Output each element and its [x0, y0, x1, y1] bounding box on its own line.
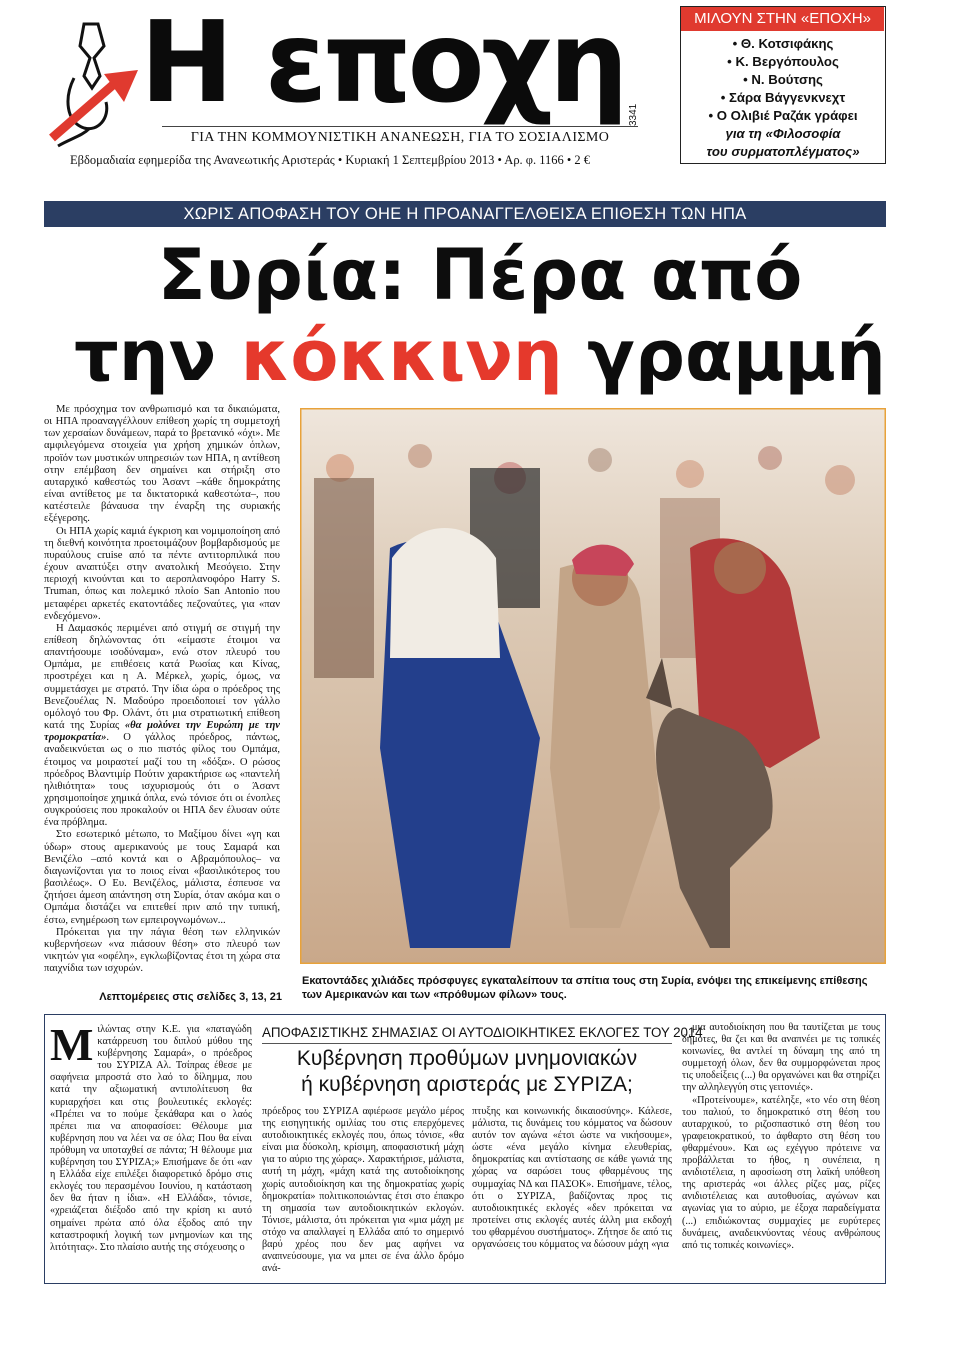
lead-paragraph-quote: «θα μολύνει την Ευρώπη με την τρομοκρατία» [44, 720, 280, 744]
lead-article-body [44, 404, 280, 978]
bottom-article-column-1 [50, 1024, 252, 1280]
headline-red-word: κόκκινη [240, 315, 563, 397]
interview-item-tail: του συρματοπλέγματος» [706, 144, 860, 159]
lead-paragraph-text: Η Δαμασκός περιμένει από στιγμή σε στιγμή την επίθεση δηλώνοντας ότι «είμαστε έτοιμοι να απαντήσουμε ισοδύναμα», ενώ στον πλευρό του Ομπάμα, με επιθέσεις κατά Ρωσίας και Κίνας, προστρέχει και η Α. Μέρκελ, χωρίς, όμως, να συμμετάσχει με στρατό. Την ίδια ώρα ο πρόεδρος της Βενεζουέλας Ν. Μαδούρο προειδοποιεί τον γάλλο ομόλογό του Φρ. Ολάντ, ότι μια στρατιωτική επίθεση κατά της Συρίας [44, 622, 280, 732]
lead-paragraph [44, 623, 280, 830]
interview-box-heading: ΜΙΛΟΥΝ ΣΤΗΝ «ΕΠΟΧΗ» [681, 7, 884, 31]
lead-paragraph: Οι ΗΠΑ χωρίς καμιά έγκριση και νομιμοποίηση από τη διεθνή κοινότητα προετοιμάζουν βομβαρδισμούς με πυραύλους cruise από τα πέντε αντιτορπιλικά που έχουν αναπτύξει στην ανατολική Μεσόγειο. Στην περιοχή κινούνται και το αεροπλανοφόρο Harry S. Truman, όπως και πολεμικό πλοίο San Antonio που μεταφέρει αρκετές εκατοντάδες πεζοναύτες, για «παν ενδεχόμενο». [44, 525, 280, 622]
bottom-article-column-3 [472, 1106, 672, 1276]
kicker-rule [262, 1043, 672, 1044]
interview-box [680, 6, 886, 164]
bottom-article-headline [262, 1046, 672, 1098]
bottom-headline-line: Κυβέρνηση προθύμων μνημονιακών [296, 1047, 638, 1070]
headline-word: γραμμή [562, 315, 886, 397]
bottom-headline-line: ή κυβέρνηση αριστεράς με ΣΥΡΙΖΑ; [301, 1073, 633, 1096]
lead-paragraph: Πρόκειται για την πάγια θέση των ελληνικών κυβερνήσεων «να πιάσουν θέση» στο πλευρό των νικητών για «οφέλη», εγκλωβίζοντας έτσι τη χώρα στα παιχνίδια των ισχυρών. [44, 926, 280, 975]
bottom-article-column-2 [262, 1106, 464, 1276]
lead-headline-line-1: Συρία: Πέρα από [157, 234, 803, 316]
interview-item-tail: για τη «Φιλοσοφία [725, 126, 841, 141]
lead-paragraph: Στο εσωτερικό μέτωπο, το Μαξίμου δίνει «γη και ύδωρ» στους αμερικανούς με τους Σαμαρά και Βενιζέλο –από κοντά και ο Αβραμόπουλος– να διαγωνίζονται για το ποιος είναι «βασιλικότερος του βασιλέως». Ο Ευ. Βενιζέλος, μάλιστα, έσπευσε να ζητήσει άμεση απάντηση στη Συρία, όταν ακόμα και ο Ομπάμα διστάζει να επιτεθεί πριν από την τυπική, έστω, ενημέρωση των εμπειρογνωμόνων... [44, 829, 280, 926]
interview-item: • Σάρα Βάγγενκνεχτ [720, 90, 846, 105]
lead-paragraph-text: . Ο γάλλος πρόεδρος, πάντως, αναδεικνύεται ως ο πιο πιστός φίλος του Ομπάμα, έτοιμος να μοιραστεί μαζί του τη «δόξα». Ο ρώσος πρόεδρος Βλαντιμίρ Πούτιν χαρακτήρισε ως «παντελή ηλιθιότητα» τους ισχυρισμούς ότι ο Άσαντ χρησιμοποίησε χημικά όπλα, ενώ τόνισε ότι οι ένοπλες συγκρούσεις που προκαλούν οι ΗΠΑ δεν έλυσαν ούτε ένα πρόβλημα. [44, 732, 280, 829]
pen-and-arrow-logo [44, 18, 140, 148]
column-text: ιλώντας στην Κ.Ε. για «παταγώδη κατάρρευση του διπλού μύθου της κυβέρνησης Σαμαρά», ο πρόεδρος του ΣΥΡΙΖΑ Αλ. Τσίπρας έθεσε με σαφήνεια μπροστά στο λαό το δίλημμα, που κατά την αξιωματική αντιπολίτευση θα κυριαρχήσει και στις βουλευτικές εκλογές: «Πρέπει να το πούμε ξεκάθαρα και ο λαός πρέπει πια να αποφασίσει: Θέλουμε μια κυβέρνηση που να λέει να σε όλα; Που θα είναι πρόθυμη να υποταχθεί σε πάντα; Ή θέλουμε μια κυβέρνηση του ΣΥΡΙΖΑ;» Επισήμανε δε ότι «αν η Ελλάδα είχε επιλέξει διαφορετικό δρόμο στις εκλογές του περασμένου Ιουνίου, η κατάσταση δεν θα ήταν η ίδια». «Η Ελλάδα», τόνισε, «χρειάζεται διέξοδο από την κρίση κι αυτό σημαίνει πρώτα από όλα έξοδος από την καταστροφική λογική των μνημονίων και της λιτότητας». Στο πλαίσιο αυτής της στόχευσης ο [50, 1024, 252, 1253]
issue-code: 3341 [628, 103, 639, 127]
interview-item: • Ο Ολιβιέ Ραζάκ γράφει [708, 108, 858, 123]
column-text: πτυξης και κοινωνικής δικαιοσύνης». Κάλεσε, μάλιστα, τις δυνάμεις του κόμματος να δώσουν αυτόν τον αγώνα «έτσι ώστε να νικήσουμε», ώστε «ένα μεγάλο κίνημα ελευθερίας, δημοκρατίας και αντίστασης σε κάθε γωνιά της χώρας να σαρώσει τους φθαρμένους της συμμαχίας ΝΔ και ΠΑΣΟΚ». Επισήμανε, τέλος, ότι ο ΣΥΡΙΖΑ, βαδίζοντας προς τις αυτοδιοικητικές εκλογές «δεν πρόκειται να προτείνει στις εκλογές αυτές άλλη μια εκδοχή του φθαρμένου συστήματος». Ζήτησε δε από τις οργανώσεις του κόμματος να δώσουν μάχη «για [472, 1106, 672, 1251]
lead-continued-pages: Λεπτομέρειες στις σελίδες 3, 13, 21 [99, 991, 282, 1003]
photo-caption: Εκατοντάδες χιλιάδες πρόσφυγες εγκαταλείπουν τα σπίτια τους στη Συρία, ενόψει της επικείμενης επίθεσης των Αμερικανών και των «πρόθυμων φίλων» τους. [302, 975, 868, 1001]
interview-item: • Ν. Βούτσης [743, 72, 823, 87]
refugees-photo [300, 408, 886, 964]
masthead-title: Η εποχη [140, 0, 625, 128]
column-text: πρόεδρος του ΣΥΡΙΖΑ αφιέρωσε μεγάλο μέρος της εισηγητικής ομιλίας του στις επερχόμενες αυτοδιοικητικές εκλογές που, όπως τόνισε, «θα είναι μια δύσκολη, κρίσιμη, αποφασιστική μάχη για το αύριο της χώρας». Χαρακτήρισε, μάλιστα, αυτή τη μάχη, «μάχη κατά της αυτοδιοίκησης χωρίς αυτοδιοίκηση και της δημοκρατίας χωρίς δημοκρατία» πολιτικοποιώντας έτσι στο έπακρο τη σημασία των αυτοδιοικητικών εκλογών. Τόνισε, μάλιστα, ότι πρόκειται για «μια μάχη με στόχο να απαλλαγεί η Ελλάδα από το σημερινό βαρύ χρέος που δεν μας αφήνει να αναπνεύσουμε, για να μπει σε ένα άλλο δρόμο ανά- [262, 1106, 464, 1275]
bottom-article-kicker: ΑΠΟΦΑΣΙΣΤΙΚΗΣ ΣΗΜΑΣΙΑΣ ΟΙ ΑΥΤΟΔΙΟΙΚΗΤΙΚΕΣ ΕΚΛΟΓΕΣ ΤΟΥ 2014 [262, 1025, 703, 1040]
interview-item: • Κ. Βεργόπουλος [727, 54, 839, 69]
interview-item: • Θ. Κοτσιφάκης [732, 36, 834, 51]
lead-headline-line-2 [60, 314, 900, 398]
column-paragraph: μια αυτοδιοίκηση που θα ταυτίζεται με τους δήμοτες, θα ζει και θα αναπνέει με τις τοπικές κοινωνίες, θα αντλεί τη δύναμη της από τη συμμετοχή όλων, δεν θα συμμορφώνεται προς τις υποδείξεις (...) θα οργανώνει και θα στηρίζει την αλληλεγγύη στις γειτονιές». [682, 1022, 880, 1094]
masthead-dateline: Εβδομαδιαία εφημερίδα της Ανανεωτικής Αριστεράς • Κυριακή 1 Σεπτεμβρίου 2013 • Αρ. φ. 1166 • 2 € [70, 153, 591, 167]
drop-cap: Μ [50, 1024, 94, 1070]
column-paragraph: «Προτείνουμε», κατέληξε, «το νέο στη θέση του παλιού, το δημοκρατικό στη θέση του αυταρχικού, το ριζοσπαστικό στη θέση του γραφειοκρατικού, το άφθαρτο στη θέση του φθαρμένου». Και ως εχέγγυο πρότεινε να προβάλλεται το ήθος, η συνέπεια, η ανιδιοτέλεια, η αφοσίωση στη λαϊκή υπόθεση της αριστεράς «οι άλλες ρίζες μας, ρίζες ανιδιοτέλειας και αυτοθυσίας, αγώνων και αγωνίας για το αύριο, με έξοχα παραδείγματα (...) επιδιώκοντας συμμαχίες με ευρύτερες δυνάμεις, αναδεικνύοντας νέους ανθρώπους από τις τοπικές κοινωνίες». [682, 1094, 880, 1251]
interview-list [687, 35, 879, 161]
lead-paragraph: Με πρόσχημα τον ανθρωπισμό και τα δικαιώματα, οι ΗΠΑ προαναγγέλλουν επίθεση χωρίς τη συμμετοχή των χερσαίων δυνάμεων, παρά το βρετανικό «όχι». Με αμφιλεγόμενα στοιχεία για χρήση χημικών όπλων, προϊόν των μυστικών υπηρεσιών των ΗΠΑ, η αντίθεση στην επέμβαση δεν σημαίνει και στήριξη στο αυταρχικό καθεστώς του Άσαντ –κάθε δημοκράτης είναι αντίθετος με τα δικτατορικά καθεστώτα–, που κατέστειλε βάναυσα την έναρξη της συριακής εξέγερσης. [44, 404, 280, 525]
masthead-tagline: ΓΙΑ ΤΗΝ ΚΟΜΜΟΥΝΙΣΤΙΚΗ ΑΝΑΝΕΩΣΗ, ΓΙΑ ΤΟ ΣΟΣΙΑΛΙΣΜΟ [162, 126, 638, 147]
headline-word: την [74, 315, 241, 397]
lead-kicker-bar: ΧΩΡΙΣ ΑΠΟΦΑΣΗ ΤΟΥ ΟΗΕ Η ΠΡΟΑΝΑΓΓΕΛΘΕΙΣΑ ΕΠΙΘΕΣΗ ΤΩΝ ΗΠΑ [44, 201, 886, 227]
bottom-article-column-4 [682, 1022, 880, 1278]
